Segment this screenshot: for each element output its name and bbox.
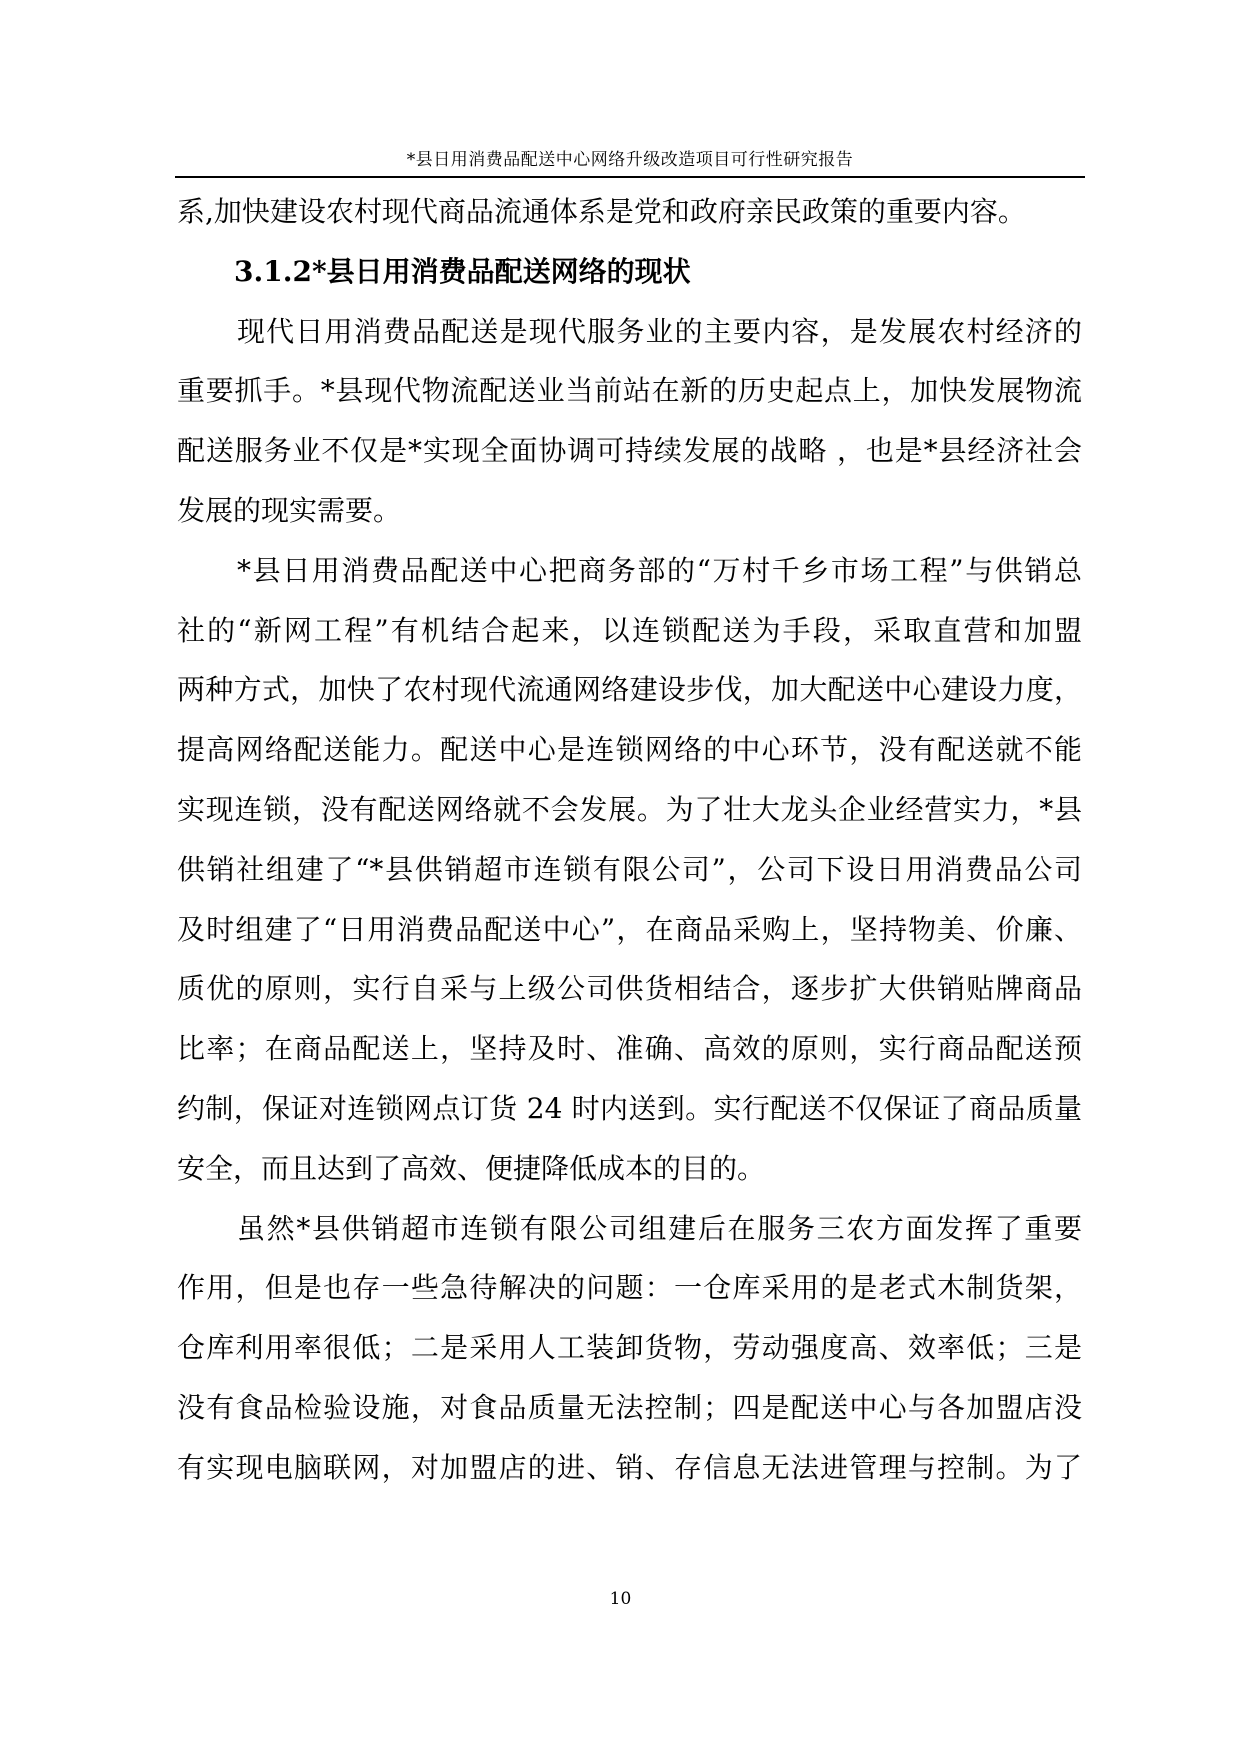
paragraph-line: 安全，而且达到了高效、便捷降低成本的目的。 [177, 1151, 766, 1185]
body-text [177, 182, 1082, 1498]
paragraph-line: 发展的现实需要。 [177, 493, 402, 527]
paragraph-line: 社的“新网工程”有机结合起来，以连锁配送为手段，采取直营和加盟 [177, 613, 1082, 647]
paragraph-line: 实现连锁，没有配送网络就不会发展。为了壮大龙头企业经营实力，*县 [177, 792, 1082, 826]
page-number: 10 [609, 1589, 632, 1609]
paragraph-line: 提高网络配送能力。配送中心是连锁网络的中心环节，没有配送就不能 [177, 733, 1082, 767]
paragraph-line: 虽然*县供销超市连锁有限公司组建后在服务三农方面发挥了重要 [237, 1211, 1082, 1245]
paragraph-line: 质优的原则，实行自采与上级公司供货相结合，逐步扩大供销贴牌商品 [177, 972, 1082, 1006]
paragraph-line: 没有食品检验设施，对食品质量无法控制；四是配送中心与各加盟店没 [177, 1390, 1082, 1424]
paragraph-line: 有实现电脑联网，对加盟店的进、销、存信息无法进管理与控制。为了 [177, 1450, 1082, 1484]
paragraph-line: 仓库利用率很低；二是采用人工装卸货物，劳动强度高、效率低；三是 [177, 1331, 1082, 1365]
paragraph-line: 约制，保证对连锁网点订货 24 时内送到。实行配送不仅保证了商品质量 [177, 1091, 1082, 1125]
paragraph-line: 供销社组建了“*县供销超市连锁有限公司”，公司下设日用消费品公司 [177, 852, 1082, 886]
paragraph-line: 现代日用消费品配送是现代服务业的主要内容，是发展农村经济的 [237, 314, 1082, 348]
paragraph-line: 系,加快建设农村现代商品流通体系是党和政府亲民政策的重要内容。 [177, 195, 1026, 228]
paragraph-line: 比率；在商品配送上，坚持及时、准确、高效的原则，实行商品配送预 [177, 1032, 1082, 1066]
paragraph-line: 重要抓手。*县现代物流配送业当前站在新的历史起点上，加快发展物流 [177, 374, 1082, 408]
section-heading: 3.1.2*县日用消费品配送网络的现状 [234, 254, 691, 288]
header-divider [175, 176, 1085, 178]
paragraph-line: *县日用消费品配送中心把商务部的“万村千乡市场工程”与供销总 [237, 553, 1082, 587]
running-header: *县日用消费品配送中心网络升级改造项目可行性研究报告 [406, 150, 854, 170]
paragraph-line: 及时组建了“日用消费品配送中心”，在商品采购上，坚持物美、价廉、 [177, 912, 1082, 946]
paragraph-line: 作用，但是也存一些急待解决的问题：一仓库采用的是老式木制货架， [177, 1271, 1082, 1305]
paragraph-line: 两种方式，加快了农村现代流通网络建设步伐，加大配送中心建设力度， [177, 673, 1082, 707]
paragraph-line: 配送服务业不仅是*实现全面协调可持续发展的战略 ，也是*县经济社会 [177, 434, 1082, 468]
